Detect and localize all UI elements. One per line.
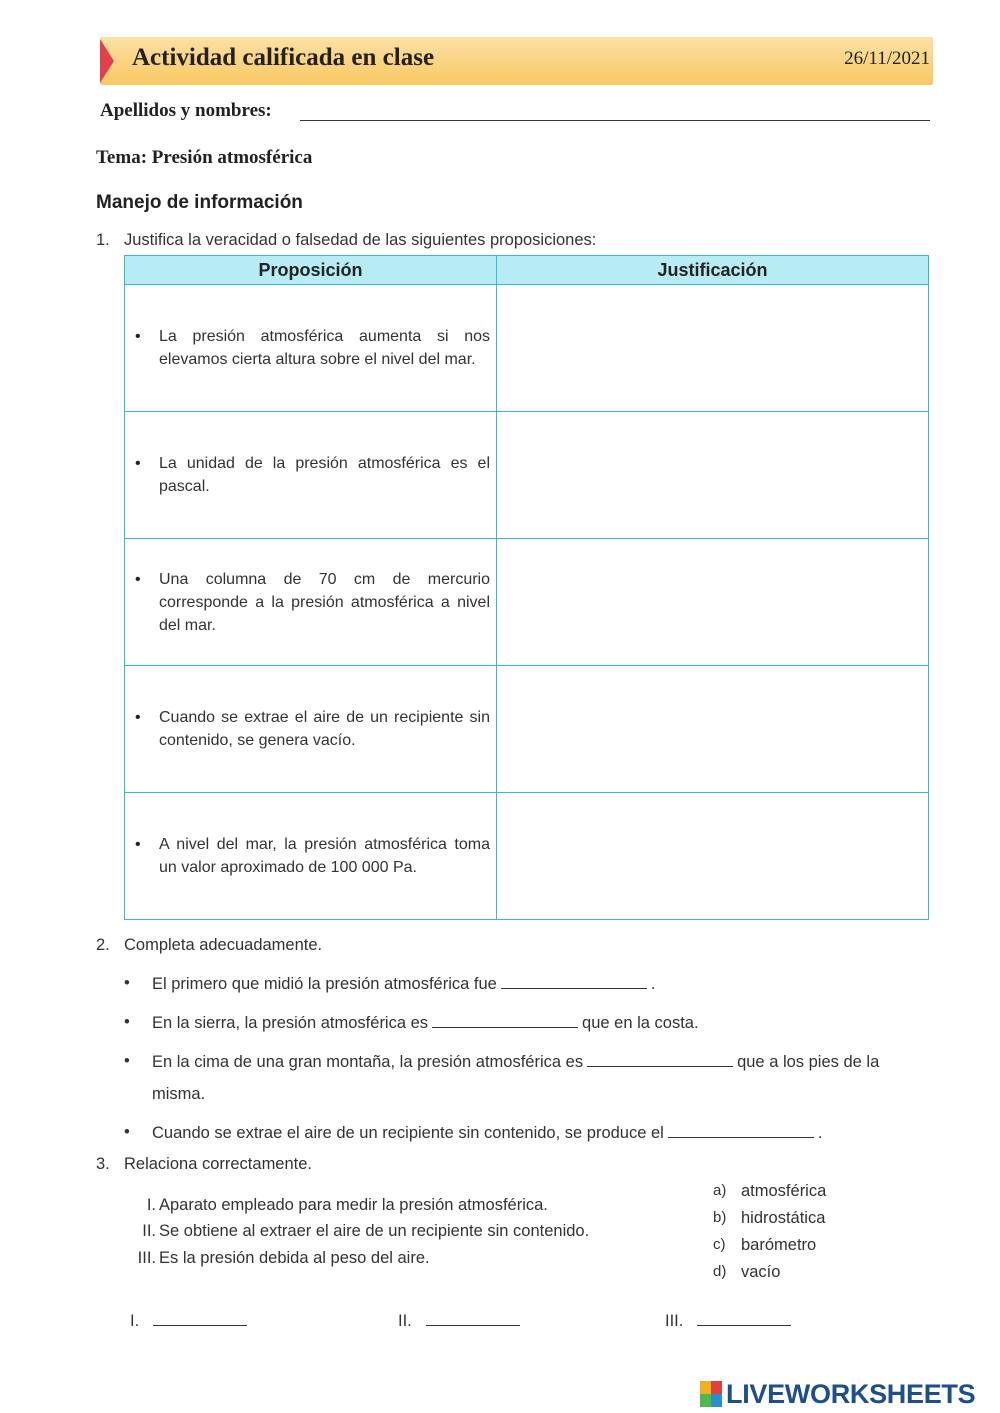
answer-label: III. [665, 1312, 684, 1330]
propositions-table [124, 255, 929, 920]
proposition-cell [125, 793, 497, 920]
relation-text: Aparato empleado para medir la presión atmosférica. [159, 1196, 548, 1214]
proposition-text: La presión atmosférica aumenta si nos elevamos cierta altura sobre el nivel del mar. [159, 328, 490, 368]
option-text: atmosférica [741, 1182, 827, 1200]
page-title: Actividad calificada en clase [132, 44, 435, 71]
fill-text-before: En la sierra, la presión atmosférica es [152, 1014, 429, 1032]
table-row [125, 412, 929, 539]
option-letter: a) [713, 1182, 727, 1199]
fill-text-after: que a los pies de la [737, 1053, 880, 1071]
answer-label: I. [130, 1312, 140, 1330]
option-letter: d) [713, 1263, 727, 1280]
date-label: 26/11/2021 [844, 48, 930, 69]
fill-blank-input[interactable] [668, 1123, 814, 1138]
bullet-icon: • [135, 836, 141, 853]
question-instruction: Relaciona correctamente. [124, 1155, 313, 1173]
answer-slot [130, 1311, 247, 1331]
justification-cell[interactable] [497, 412, 929, 539]
proposition-cell [125, 539, 497, 666]
bullet-icon: • [124, 974, 130, 992]
fill-text-after: que en la costa. [582, 1014, 699, 1032]
fill-text-before: El primero que midió la presión atmosférica fue [152, 975, 497, 993]
option-text: vacío [741, 1263, 781, 1281]
justification-cell[interactable] [497, 793, 929, 920]
fill-blank-input[interactable] [587, 1052, 733, 1067]
proposition-cell [125, 666, 497, 793]
banner-arrow-icon [100, 39, 114, 83]
bullet-icon: • [135, 570, 141, 588]
bullet-icon: • [124, 1123, 130, 1141]
bullet-icon: • [135, 709, 141, 726]
justification-cell[interactable] [497, 285, 929, 412]
bullet-icon: • [135, 455, 141, 472]
column-header-proposition: Proposición [125, 256, 497, 285]
answer-slot [398, 1311, 520, 1331]
fill-blank-input[interactable] [432, 1013, 578, 1028]
question-number: 3. [96, 1155, 110, 1173]
fill-text-before: Cuando se extrae el aire de un recipiente sin contenido, se produce el [152, 1124, 664, 1142]
relation-text: Es la presión debida al peso del aire. [159, 1249, 430, 1267]
option-letter: b) [713, 1209, 727, 1226]
proposition-cell [125, 412, 497, 539]
roman-numeral: II. [142, 1222, 156, 1240]
answer-label: II. [398, 1312, 412, 1330]
option-text: hidrostática [741, 1209, 826, 1227]
logo-text: LIVEWORKSHEETS [726, 1378, 976, 1409]
relation-text: Se obtiene al extraer el aire de un recipiente sin contenido. [159, 1222, 590, 1240]
answer-input-line[interactable] [426, 1311, 520, 1326]
section-title: Manejo de información [96, 192, 303, 213]
column-header-justification: Justificación [497, 256, 929, 285]
answer-slot [665, 1311, 791, 1331]
table-row [125, 666, 929, 793]
topic-title: Tema: Presión atmosférica [96, 147, 313, 168]
justification-cell[interactable] [497, 539, 929, 666]
bullet-icon: • [124, 1013, 130, 1031]
bullet-icon: • [124, 1052, 130, 1070]
table-row [125, 285, 929, 412]
proposition-text: La unidad de la presión atmosférica es el pascal. [159, 455, 490, 495]
question-instruction: Justifica la veracidad o falsedad de las siguientes proposiciones: [124, 231, 597, 249]
proposition-text: A nivel del mar, la presión atmosférica toma un valor aproximado de 100 000 Pa. [159, 836, 490, 876]
proposition-text: Cuando se extrae el aire de un recipiente sin contenido, se genera vacío. [159, 709, 490, 749]
fill-text-after: . [817, 1124, 823, 1142]
question-number: 2. [96, 936, 110, 954]
roman-numeral: III. [137, 1249, 156, 1267]
bullet-icon: • [135, 328, 141, 345]
proposition-cell [125, 285, 497, 412]
liveworksheets-icon [700, 1381, 722, 1407]
option-letter: c) [713, 1236, 726, 1253]
fill-continuation: misma. [152, 1085, 206, 1103]
answer-input-line[interactable] [153, 1311, 247, 1326]
liveworksheets-logo [700, 1378, 992, 1410]
question-instruction: Completa adecuadamente. [124, 936, 323, 954]
option-text: barómetro [741, 1236, 817, 1254]
question-number: 1. [96, 231, 110, 249]
name-label: Apellidos y nombres: [100, 100, 272, 121]
fill-blank-input[interactable] [501, 974, 647, 989]
fill-text-after: . [650, 975, 656, 993]
roman-numeral: I. [146, 1196, 156, 1214]
proposition-text: Una columna de 70 cm de mercurio corresponde a la presión atmosférica a nivel del mar. [159, 570, 490, 634]
name-input-line[interactable] [300, 120, 930, 121]
table-row [125, 539, 929, 666]
fill-text-before: En la cima de una gran montaña, la presión atmosférica es [152, 1053, 584, 1071]
answer-input-line[interactable] [697, 1311, 791, 1326]
justification-cell[interactable] [497, 666, 929, 793]
table-row [125, 793, 929, 920]
